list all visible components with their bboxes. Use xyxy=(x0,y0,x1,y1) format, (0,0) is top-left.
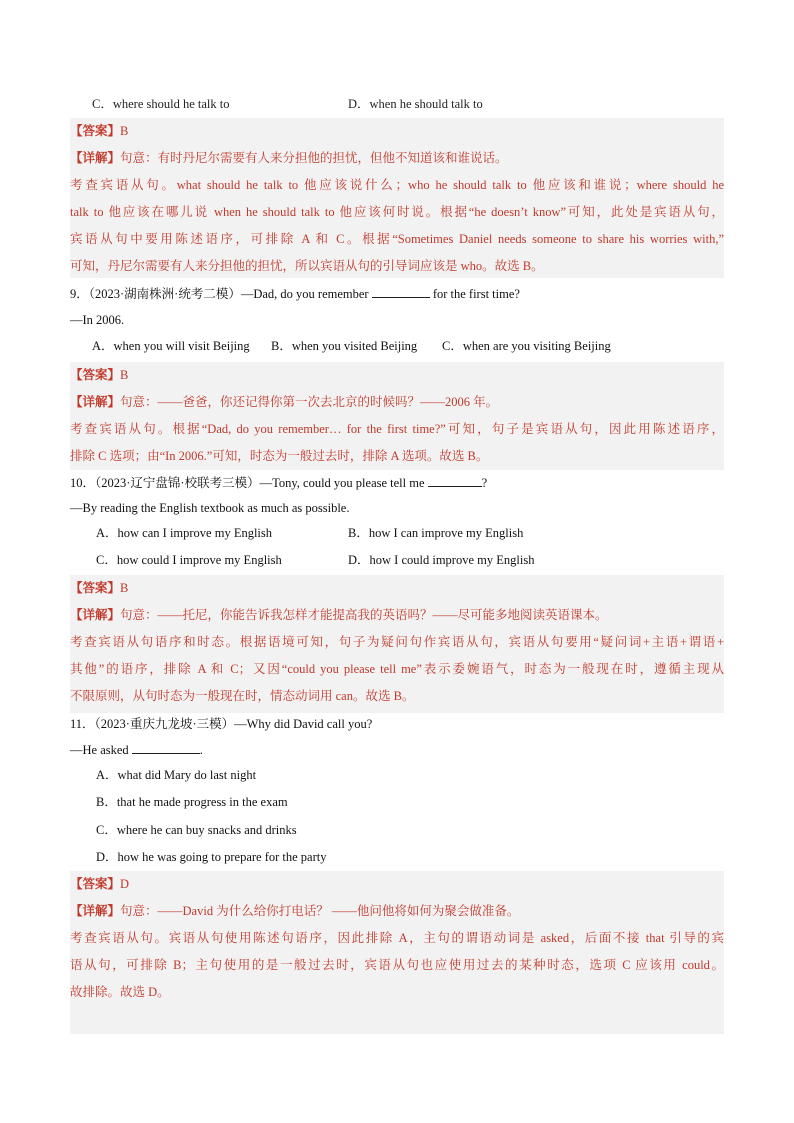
answer-label: 【答案】 xyxy=(70,581,121,595)
q11-detail-first: 【详解】句意：——David 为什么给你打电话？ ——他问他将如何为聚会做准备。 xyxy=(70,904,520,918)
answer-label: 【答案】 xyxy=(70,877,121,891)
q9-stem: 9．（2023·湖南株洲·统考二模）—Dad, do you remember for the first time? xyxy=(70,287,520,301)
answer-blank xyxy=(132,741,200,754)
q9-option-c: C．when are you visiting Beijing xyxy=(442,339,611,353)
q11-option-c: C．where he can buy snacks and drinks xyxy=(96,823,297,837)
detail-label: 【详解】 xyxy=(70,608,121,622)
q10-detail-line-1: 考查宾语从句语序和时态。根据语境可知，句子为疑问句作宾语从句，宾语从句要用“疑问词+主语+谓语+ xyxy=(70,635,724,649)
q11-answer-line xyxy=(70,871,129,897)
q10-reply: —By reading the English textbook as much as possible. xyxy=(70,501,350,515)
q9-answer-block xyxy=(70,362,724,470)
q8-detail-line-4: 可知，丹尼尔需要有人来分担他的担忧，所以宾语从句的引导词应该是 who。故选 B。 xyxy=(70,259,544,273)
answer-value: B xyxy=(120,368,129,382)
q11-detail-line-1: 考查宾语从句。宾语从句使用陈述句语序，因此排除 A，主句的谓语动词是 asked，后面不接 that 引导的宾 xyxy=(70,931,724,945)
q10-detail-line-2: 其他”的语序，排除 A 和 C；又因“could you please tell me”表示委婉语气，时态为一般现在时，遵循主现从 xyxy=(70,662,724,676)
answer-label: 【答案】 xyxy=(70,368,121,382)
q8-detail-line-1: 考查宾语从句。what should he talk to 他应该说什么；who he should talk to 他应该和谁说；where should he xyxy=(70,178,724,192)
q8-detail-line-3: 宾语从句中要用陈述语序，可排除 A 和 C。根据“Sometimes Daniel needs someone to share his worries with,” xyxy=(70,232,724,246)
q11-detail-line-3: 故排除。故选 D。 xyxy=(70,985,170,999)
answer-blank xyxy=(372,285,430,298)
q9-reply: —In 2006. xyxy=(70,313,125,327)
q10-answer-line xyxy=(70,575,128,601)
q9-option-a: A．when you will visit Beijing xyxy=(92,339,250,353)
answer-value: B xyxy=(120,124,129,138)
q8-detail-first: 【详解】句意：有时丹尼尔需要有人来分担他的担忧，但他不知道该和谁说话。 xyxy=(70,151,508,165)
q10-option-d: D．how I could improve my English xyxy=(348,553,535,567)
q10-answer-block xyxy=(70,575,724,713)
answer-blank xyxy=(428,474,482,487)
q10-option-a: A．how can I improve my English xyxy=(96,526,273,540)
q8-answer-block xyxy=(70,118,724,278)
q10-detail-line-3: 不限原则，从句时态为一般现在时，情态动词用 can。故选 B。 xyxy=(70,689,415,703)
q11-option-b: B．that he made progress in the exam xyxy=(96,795,288,809)
q8-detail-line-2: talk to 他应该在哪儿说 when he should talk to 他应该何时说。根据“he doesn’t know”可知，此处是宾语从句， xyxy=(70,205,724,219)
q9-option-b: B．when you visited Beijing xyxy=(271,339,418,353)
q11-option-a: A．what did Mary do last night xyxy=(96,768,257,782)
q10-option-c: C．how could I improve my English xyxy=(96,553,282,567)
detail-label: 【详解】 xyxy=(70,151,121,165)
q8-answer-line xyxy=(70,118,128,144)
q9-detail-line-2: 排除 C 选项；由“In 2006.”可知，时态为一般过去时，排除 A 选项。故选 B。 xyxy=(70,449,489,463)
q11-option-d: D．how he was going to prepare for the party xyxy=(96,850,327,864)
q10-detail-first: 【详解】句意：——托尼，你能告诉我怎样才能提高我的英语吗？——尽可能多地阅读英语课本。 xyxy=(70,608,608,622)
answer-value: B xyxy=(120,581,129,595)
q11-stem: 11．（2023·重庆九龙坡·三模）—Why did David call you? xyxy=(70,717,373,731)
q9-answer-line xyxy=(70,362,128,388)
q10-stem: 10．（2023·辽宁盘锦·校联考三模）—Tony, could you please tell me ? xyxy=(70,476,488,490)
q9-detail-line-1: 考查宾语从句。根据“Dad, do you remember… for the first time?”可知，句子是宾语从句，因此用陈述语序， xyxy=(70,422,724,436)
q11-answer-block xyxy=(70,871,724,1034)
q9-detail-first: 【详解】句意：——爸爸，你还记得你第一次去北京的时候吗？——2006 年。 xyxy=(70,395,499,409)
answer-label: 【答案】 xyxy=(70,124,121,138)
q11-reply: —He asked . xyxy=(70,743,203,757)
answer-value: D xyxy=(120,877,130,891)
q11-detail-line-2: 语从句，可排除 B；主句使用的是一般过去时，宾语从句也应使用过去的某种时态，选项 C 应该用 could。 xyxy=(70,958,724,972)
q8-option-d: D．when he should talk to xyxy=(348,97,483,111)
detail-label: 【详解】 xyxy=(70,395,121,409)
detail-label: 【详解】 xyxy=(70,904,121,918)
q8-option-c: C．where should he talk to xyxy=(92,97,230,111)
q10-option-b: B．how I can improve my English xyxy=(348,526,524,540)
